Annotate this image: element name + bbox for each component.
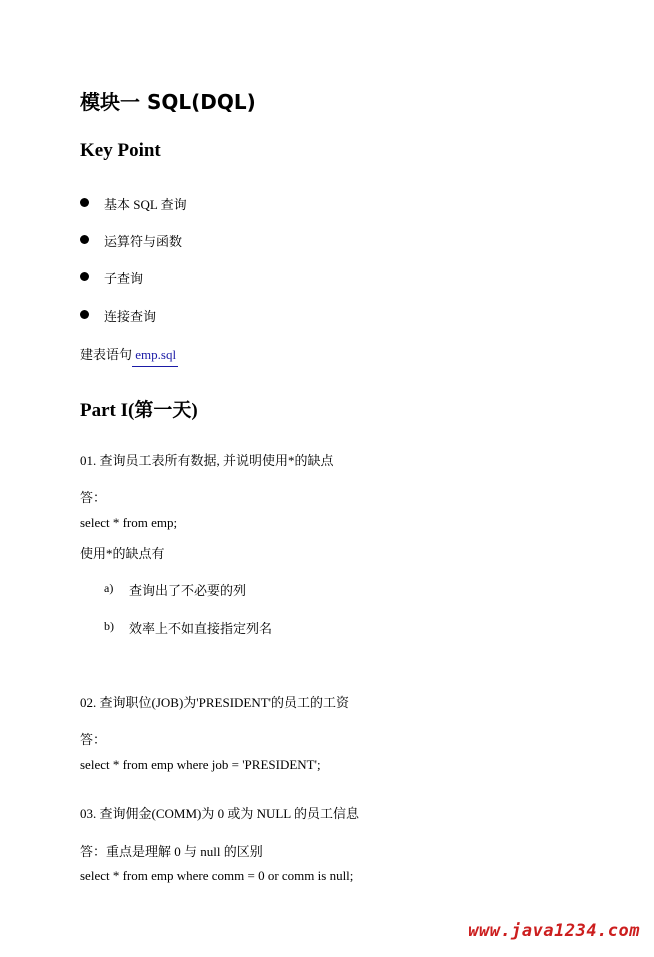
subitem-letter: a) [104, 581, 114, 595]
key-point-item: 运算符与函数 [104, 234, 183, 249]
key-point-item: 子查询 [104, 271, 144, 286]
subitem-text: 查询出了不必要的列 [129, 583, 247, 598]
module-title: 模块一 SQL(DQL) [80, 90, 256, 114]
question-1: 01. 查询员工表所有数据, 并说明使用*的缺点 [80, 453, 334, 468]
watermark: www.java1234.com [468, 921, 640, 941]
answer-label-1: 答： [80, 490, 107, 505]
bullet-icon [80, 235, 89, 244]
question-2: 02. 查询职位(JOB)为'PRESIDENT'的员工的工资 [80, 695, 350, 710]
note-1: 使用*的缺点有 [80, 546, 165, 561]
emp-sql-link[interactable]: emp.sql [135, 347, 177, 362]
bullet-icon [80, 272, 89, 281]
sql-1: select * from emp; [80, 515, 178, 530]
sql-2: select * from emp where job = 'PRESIDENT'; [80, 757, 321, 772]
bullet-icon [80, 198, 89, 207]
part1-heading: Part I(第一天) [80, 400, 198, 421]
link-underline [132, 366, 178, 367]
key-point-item: 基本 SQL 查询 [104, 197, 187, 212]
answer-label-2: 答： [80, 732, 107, 747]
create-table-label: 建表语句 [80, 347, 133, 362]
question-3: 03. 查询佣金(COMM)为 0 或为 NULL 的员工信息 [80, 806, 360, 821]
key-point-item: 连接查询 [104, 309, 157, 324]
answer-label-3: 答：重点是理解 0 与 null 的区别 [80, 844, 263, 859]
create-table-line [80, 344, 176, 363]
sql-3: select * from emp where comm = 0 or comm is null; [80, 868, 354, 883]
bullet-icon [80, 310, 89, 319]
subitem-letter: b) [104, 619, 114, 633]
subitem-text: 效率上不如直接指定列名 [129, 621, 273, 636]
key-point-heading: Key Point [80, 140, 161, 161]
